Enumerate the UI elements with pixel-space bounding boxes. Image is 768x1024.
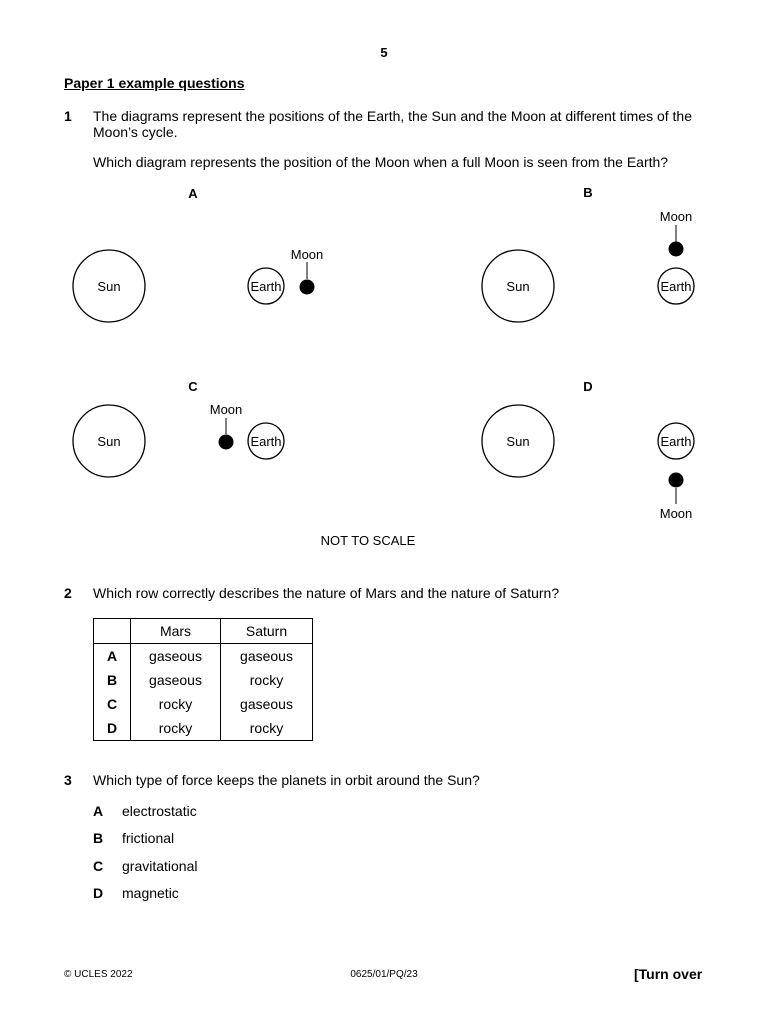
option-d-text: magnetic <box>122 885 179 901</box>
question-1-question: Which diagram represents the position of the Moon when a full Moon is seen from the Earth? <box>93 154 669 170</box>
diagram-d <box>482 379 694 521</box>
page-number: 5 <box>380 45 388 60</box>
option-a-letter: A <box>93 803 104 819</box>
moon-c <box>219 435 234 450</box>
table-header-blank <box>94 619 131 644</box>
copyright-notice: © UCLES 2022 <box>64 969 133 980</box>
sun-c-label: Sun <box>97 434 121 449</box>
sun-b-label: Sun <box>506 279 530 294</box>
diagram-a <box>73 186 323 322</box>
moon-b-label: Moon <box>659 209 693 224</box>
diagram-b <box>482 185 694 322</box>
saturn-cell: gaseous <box>240 696 293 712</box>
earth-c-label: Earth <box>250 434 282 449</box>
option-a-text: electrostatic <box>122 803 197 819</box>
not-to-scale-note: NOT TO SCALE <box>320 533 416 548</box>
option-b-text: frictional <box>122 830 175 846</box>
moon-a-label: Moon <box>290 247 324 262</box>
option-d-letter: D <box>93 885 104 901</box>
saturn-cell: rocky <box>249 672 284 688</box>
mars-saturn-table <box>93 618 313 741</box>
moon-d-label: Moon <box>659 506 693 521</box>
mars-cell: gaseous <box>131 644 221 669</box>
table-header-row <box>94 619 313 644</box>
moon-b <box>669 242 684 257</box>
section-title: Paper 1 example questions <box>64 75 245 91</box>
table-row <box>94 692 313 716</box>
question-2-text: Which row correctly describes the nature of Mars and the nature of Saturn? <box>93 585 560 601</box>
earth-b-label: Earth <box>660 279 692 294</box>
saturn-cell: gaseous <box>240 648 293 664</box>
question-1-number: 1 <box>64 108 72 124</box>
table-row <box>94 644 313 669</box>
moon-c-label: Moon <box>209 402 243 417</box>
mars-cell: rocky <box>131 716 221 741</box>
question-3-text: Which type of force keeps the planets in orbit around the Sun? <box>93 772 480 788</box>
moon-a <box>300 280 315 295</box>
question-3-number: 3 <box>64 772 72 788</box>
diagram-d-letter: D <box>583 379 593 394</box>
sun-a-label: Sun <box>97 279 121 294</box>
earth-d-label: Earth <box>660 434 692 449</box>
earth-a-label: Earth <box>250 279 282 294</box>
moon-position-diagrams <box>0 180 768 550</box>
diagram-c <box>73 379 284 477</box>
sun-d-label: Sun <box>506 434 530 449</box>
row-letter: A <box>94 644 131 669</box>
diagram-a-letter: A <box>188 186 198 201</box>
diagram-b-letter: B <box>583 185 593 200</box>
diagram-c-letter: C <box>188 379 198 394</box>
paper-code: 0625/01/PQ/23 <box>350 969 418 980</box>
mars-cell: gaseous <box>131 668 221 692</box>
table-row <box>94 668 313 692</box>
table-row <box>94 716 313 741</box>
row-letter: B <box>94 668 131 692</box>
saturn-cell: rocky <box>249 720 284 736</box>
option-c-text: gravitational <box>122 858 198 874</box>
option-c-letter: C <box>93 858 104 874</box>
row-letter: D <box>94 716 131 741</box>
turn-over-note: [Turn over <box>634 966 703 982</box>
moon-d <box>669 473 684 488</box>
row-letter: C <box>94 692 131 716</box>
question-1-text-line-1: The diagrams represent the positions of the Earth, the Sun and the Moon at different times of the <box>93 108 692 124</box>
table-header-saturn: Saturn <box>221 619 313 644</box>
mars-cell: rocky <box>131 692 221 716</box>
question-1-text-line-2: Moon’s cycle. <box>93 124 178 140</box>
option-b-letter: B <box>93 830 104 846</box>
table-header-mars: Mars <box>131 619 221 644</box>
question-2-number: 2 <box>64 585 72 601</box>
